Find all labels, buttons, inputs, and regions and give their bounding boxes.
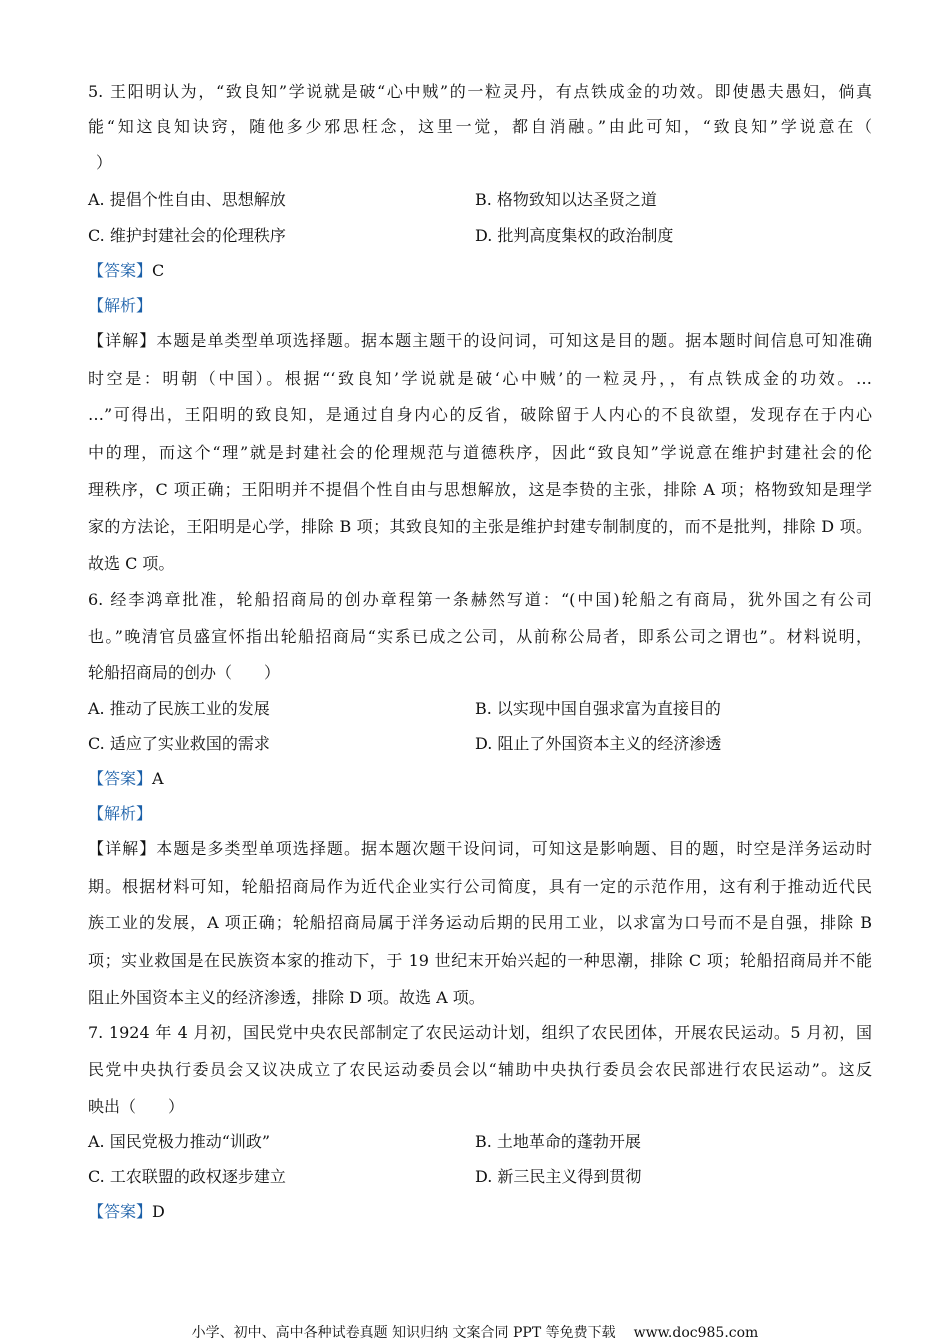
footer-url[interactable]: www.doc985.com: [633, 1325, 759, 1341]
answer-tag: 【答案】: [88, 1202, 153, 1221]
answer-tag: 【答案】: [88, 261, 153, 280]
question-5-detail-line-4: 中的理，而这个“理”就是封建社会的伦理规范与道德秩序，因此“致良知”学说意在维护封建社会的伦: [88, 443, 872, 462]
question-6-option-d: D. 阻止了外国资本主义的经济渗透: [475, 734, 722, 753]
question-5-option-d: D. 批判高度集权的政治制度: [475, 226, 674, 245]
question-5-stem-line-1: 5. 王阳明认为，“致良知”学说就是破“心中贼”的一粒灵丹，有点铁成金的功效。即使愚夫愚妇，倘真: [88, 82, 872, 101]
question-5-option-c: C. 维护封建社会的伦理秩序: [88, 226, 286, 245]
question-6-detail-line-4: 项；实业救国是在民族资本家的推动下，于 19 世纪末开始兴起的一种思潮，排除 C 项；轮船招商局并不能: [88, 951, 872, 970]
detail-tag: 【详解】: [88, 839, 157, 858]
question-7-option-b: B. 土地革命的蓬勃开展: [475, 1132, 641, 1151]
question-5-detail-line-6: 家的方法论，王阳明是心学，排除 B 项；其致良知的主张是维护封建专制制度的，而不是批判，排除 D 项。: [88, 517, 872, 536]
detail-text: 本题是单类型单项选择题。据本题主题干的设问词，可知这是目的题。据本题时间信息可知准确: [156, 331, 872, 350]
question-5-detail-line-7: 故选 C 项。: [88, 554, 175, 573]
question-5-detail-line-2: 时空是：明朝（中国）。根据“‘致良知’学说就是破‘心中贼’的一粒灵丹，，有点铁成金的功效。…: [88, 369, 872, 388]
analysis-tag: 【解析】: [88, 804, 153, 823]
question-5-option-b: B. 格物致知以达圣贤之道: [475, 190, 657, 209]
answer-value: A: [152, 769, 164, 788]
answer-tag: 【答案】: [88, 769, 153, 788]
page-footer: [0, 1324, 950, 1342]
detail-text: 本题是多类型单项选择题。据本题次题干设问词，可知这是影响题、目的题，时空是洋务运动时: [156, 839, 872, 858]
question-7-stem-line-3: 映出（ ）: [88, 1097, 185, 1116]
answer-value: D: [152, 1202, 165, 1221]
question-7-stem-line-2: 民党中央执行委员会又议决成立了农民运动委员会以“辅助中央执行委员会农民部进行农民运动”。这反: [88, 1060, 872, 1079]
question-6-detail-line-3: 族工业的发展，A 项正确；轮船招商局属于洋务运动后期的民用工业，以求富为口号而不是自强，排除 B: [88, 913, 872, 932]
question-5-analysis-heading: [88, 295, 872, 317]
question-6-stem-line-3: 轮船招商局的创办（ ）: [88, 663, 281, 682]
question-7-option-c: C. 工农联盟的政权逐步建立: [88, 1167, 286, 1186]
question-6-detail-line-2: 期。根据材料可知，轮船招商局作为近代企业实行公司简度，具有一定的示范作用，这有利于推动近代民: [88, 877, 872, 896]
question-5-stem-line-3: ）: [96, 153, 113, 172]
question-6-detail-line-1: [88, 838, 872, 860]
question-6-option-c: C. 适应了实业救国的需求: [88, 734, 270, 753]
question-5-detail-line-1: [88, 330, 872, 352]
question-5-detail-line-5: 理秩序，C 项正确；王阳明并不提倡个性自由与思想解放，这是李贽的主张，排除 A 项；格物致知是理学: [88, 480, 872, 499]
question-5-detail-line-3: …”可得出，王阳明的致良知，是通过自身内心的反省，破除留于人内心的不良欲望，发现存在于内心: [88, 405, 872, 424]
answer-value: C: [152, 261, 165, 280]
question-6-stem-line-1: 6. 经李鸿章批准，轮船招商局的创办章程第一条赫然写道：“(中国)轮船之有商局，犹外国之有公司: [88, 590, 872, 609]
question-7-option-d: D. 新三民主义得到贯彻: [475, 1167, 642, 1186]
analysis-tag: 【解析】: [88, 296, 153, 315]
question-6-option-a: A. 推动了民族工业的发展: [88, 699, 270, 718]
question-5-stem-line-2: 能“知这良知诀窍，随他多少邪思枉念，这里一觉，都自消融。”由此可知，“致良知”学说意在（: [88, 117, 872, 136]
footer-text: 小学、初中、高中各种试卷真题 知识归纳 文案合同 PPT 等免费下载: [191, 1325, 616, 1341]
question-6-option-b: B. 以实现中国自强求富为直接目的: [475, 699, 721, 718]
question-7-stem-line-1: 7. 1924 年 4 月初，国民党中央农民部制定了农民运动计划，组织了农民团体，开展农民运动。5 月初，国: [88, 1023, 872, 1042]
question-7-option-a: A. 国民党极力推动“训政”: [88, 1132, 271, 1151]
question-5-answer: [88, 260, 872, 282]
question-7-answer: [88, 1201, 872, 1223]
question-5-option-a: A. 提倡个性自由、思想解放: [88, 190, 286, 209]
detail-tag: 【详解】: [88, 331, 157, 350]
question-6-analysis-heading: [88, 803, 872, 825]
question-6-answer: [88, 768, 872, 790]
question-6-stem-line-2: 也。”晚清官员盛宣怀指出轮船招商局“实系已成之公司，从前称公局者，即系公司之谓也”。材料说明，: [88, 627, 872, 646]
question-6-detail-line-5: 阻止外国资本主义的经济渗透，排除 D 项。故选 A 项。: [88, 988, 485, 1007]
